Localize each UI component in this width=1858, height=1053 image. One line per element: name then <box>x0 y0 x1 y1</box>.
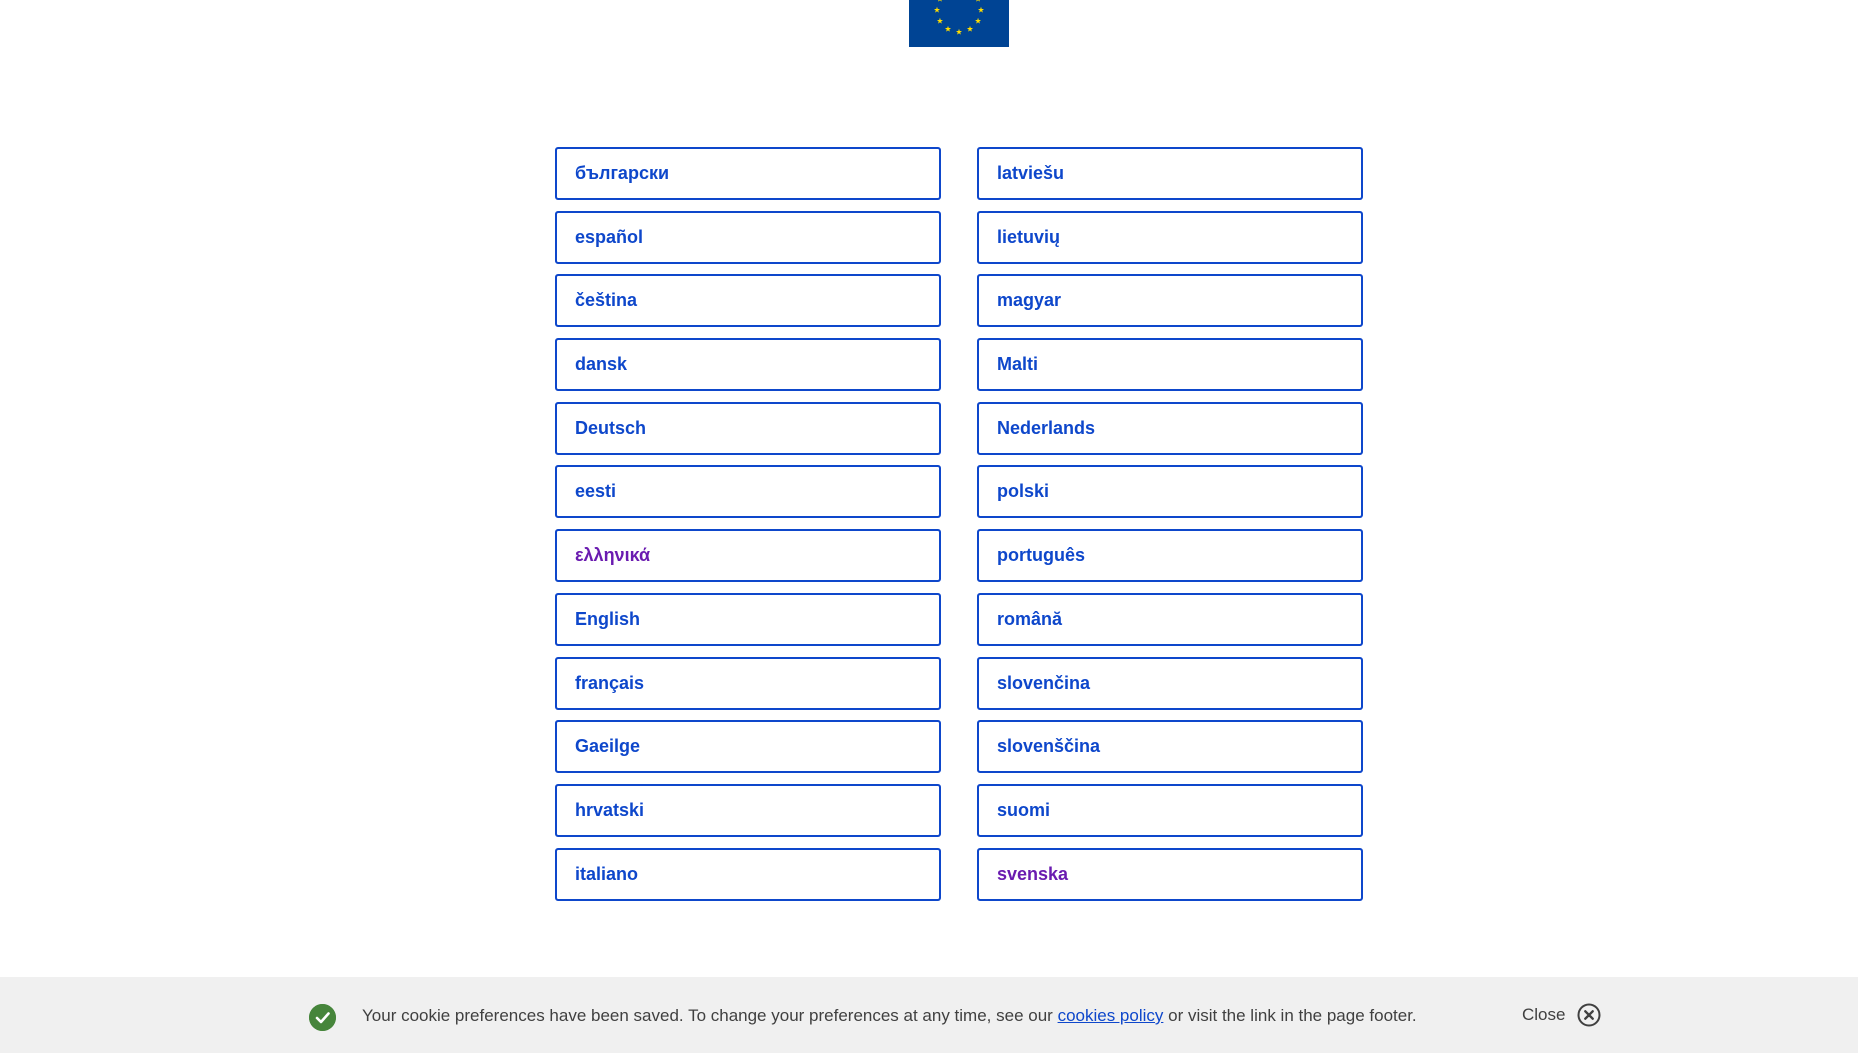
language-bg[interactable]: български <box>555 147 941 200</box>
cookies-policy-link[interactable]: cookies policy <box>1057 1006 1164 1025</box>
language-et[interactable]: eesti <box>555 465 941 518</box>
language-hr[interactable]: hrvatski <box>555 784 941 837</box>
language-fr[interactable]: français <box>555 657 941 710</box>
language-ro[interactable]: română <box>977 593 1363 646</box>
language-list <box>555 147 1363 901</box>
cookie-message-start: Your cookie preferences have been saved. To change your preferences at any time, see our <box>362 1006 1058 1025</box>
language-es[interactable]: español <box>555 211 941 264</box>
language-fi[interactable]: suomi <box>977 784 1363 837</box>
language-nl[interactable]: Nederlands <box>977 402 1363 455</box>
language-it[interactable]: italiano <box>555 848 941 901</box>
close-circle-icon[interactable] <box>1577 1003 1601 1027</box>
close-label: Close <box>1522 1005 1566 1024</box>
cookie-notice <box>0 977 1858 1053</box>
language-sk[interactable]: slovenčina <box>977 657 1363 710</box>
language-lv[interactable]: latviešu <box>977 147 1363 200</box>
language-sl[interactable]: slovenščina <box>977 720 1363 773</box>
language-sv[interactable]: svenska <box>977 848 1363 901</box>
language-pt[interactable]: português <box>977 529 1363 582</box>
language-de[interactable]: Deutsch <box>555 402 941 455</box>
language-hu[interactable]: magyar <box>977 274 1363 327</box>
language-lt[interactable]: lietuvių <box>977 211 1363 264</box>
language-ga[interactable]: Gaeilge <box>555 720 941 773</box>
check-circle-icon <box>309 1004 336 1031</box>
language-en[interactable]: English <box>555 593 941 646</box>
language-da[interactable]: dansk <box>555 338 941 391</box>
cookie-message <box>362 1006 1417 1026</box>
language-cs[interactable]: čeština <box>555 274 941 327</box>
language-pl[interactable]: polski <box>977 465 1363 518</box>
close-button[interactable] <box>1522 1003 1601 1027</box>
language-mt[interactable]: Malti <box>977 338 1363 391</box>
cookie-message-end: or visit the link in the page footer. <box>1163 1006 1417 1025</box>
eu-flag-icon <box>909 0 1009 47</box>
language-el[interactable]: ελληνικά <box>555 529 941 582</box>
